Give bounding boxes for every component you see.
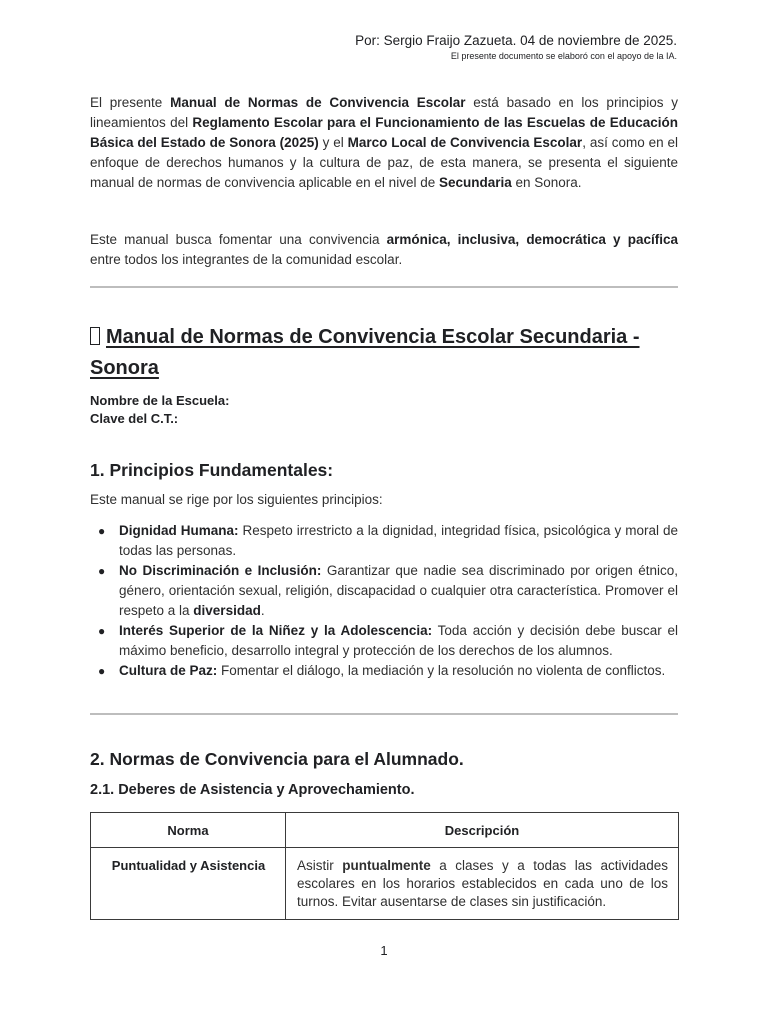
intro-paragraph: El presente Manual de Normas de Convivencia Escolar está basado en los principios y lineamientos del Reglamento Escolar para el Funcionamiento de las Escuelas de Educación Básica del Estado de Sonora (2025) y el Marco Local de Convivencia Escolar, así como en el enfoque de derechos humanos y la cultura de paz, de esta manera, se presenta el siguiente manual de normas de convivencia aplicable en el nivel de Secundaria en Sonora. [90, 95, 679, 190]
principles-lead: Este manual se rige por los siguientes principios: [90, 492, 383, 507]
horizontal-rule [90, 713, 678, 715]
horizontal-rule [90, 286, 678, 288]
bullet-icon: ● [98, 524, 106, 538]
list-item: ● Interés Superior de la Niñez y la Adolescencia: Toda acción y decisión debe buscar el máximo beneficio, desarrollo integral y protección de los derechos de los alumnos. [98, 623, 679, 658]
goal-paragraph: Este manual busca fomentar una convivencia armónica, inclusiva, democrática y pacífica entre todos los integrantes de la comunidad escolar. [90, 232, 678, 267]
ct-key-field: Clave del C.T.: [90, 411, 179, 426]
principles-heading: 1. Principios Fundamentales: [90, 460, 334, 480]
table-row [91, 848, 679, 920]
norms-table [90, 812, 679, 920]
norms-heading: 2. Normas de Convivencia para el Alumnado. [90, 749, 464, 769]
column-header-descripcion: Descripción [286, 813, 679, 848]
author-date-line: Por: Sergio Fraijo Zazueta. 04 de noviembre de 2025. [355, 33, 677, 48]
page-number: 1 [380, 943, 388, 958]
column-header-norma: Norma [91, 813, 286, 848]
manual-title-text: Manual de Normas de Convivencia Escolar Secundaria - Sonora [90, 326, 640, 379]
school-name-field: Nombre de la Escuela: [90, 393, 230, 408]
missing-glyph-box-icon [90, 327, 100, 345]
norms-subheading: 2.1. Deberes de Asistencia y Aprovechamiento. [90, 782, 415, 798]
bullet-icon: ● [98, 664, 106, 678]
norma-cell: Puntualidad y Asistencia [91, 848, 286, 920]
list-item: ● Dignidad Humana: Respeto irrestricto a la dignidad, integridad física, psicológica y moral de todas las personas. [98, 523, 678, 558]
bullet-icon: ● [98, 564, 106, 578]
ai-note: El presente documento se elaboró con el apoyo de la IA. [450, 51, 677, 61]
list-item: ● No Discriminación e Inclusión: Garantizar que nadie sea discriminado por origen étnico, género, orientación sexual, religión, discapacidad o cualquier otra característica. Promover el respeto a la diversidad. [98, 563, 678, 618]
list-item: ● Cultura de Paz: Fomentar el diálogo, la mediación y la resolución no violenta de conflictos. [90, 661, 678, 681]
bullet-icon: ● [98, 624, 106, 638]
principles-list [90, 521, 678, 681]
manual-title [90, 322, 690, 384]
descripcion-cell: Asistir puntualmente a clases y a todas las actividades escolares en los horarios establecidos en cada uno de los turnos. Evitar ausentarse de clases sin justificación. [286, 848, 679, 920]
table-header-row [91, 813, 679, 848]
